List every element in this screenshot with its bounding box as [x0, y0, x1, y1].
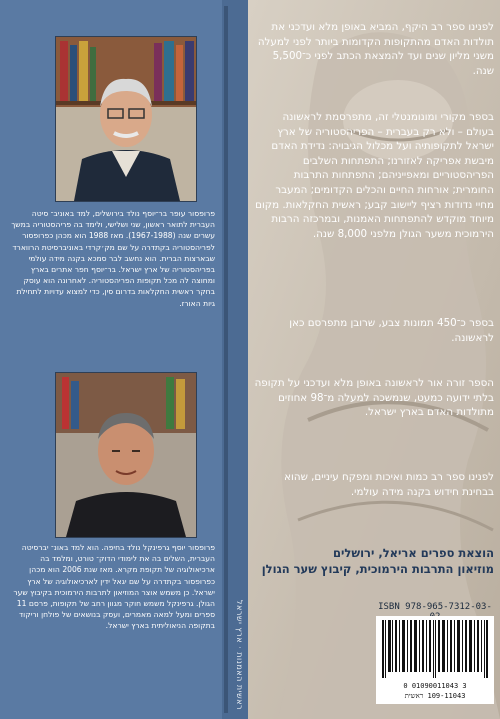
book-spine: [222, 0, 248, 719]
isbn-label: ISBN 978-965-7312-03-: [378, 602, 492, 612]
author-photo-1: [55, 36, 197, 202]
author-bio-1: פרופסור עופר בר־יוסף נולד בירושלים, למד באוניב־ סיטה העברית לתואר ראשון, שני ושלישי, ולימד בה פריהסטוריה במשך עשרים שנה (1967-1988). מאז 1988 הוא מכהן כפרופסור לפריהסטוריה בקתדרה על שם מק׳קרדי באוניברסיטת הרווארד שבארצות הברית. הוא נחשב לבר סמכא בקנה מידה עולמי בפריהסטוריה של ארץ ישראל. בר־יוסף חפר אתרים בארץ ומחוצה לה מכל תקופות הפריהסטוריה. לאחרונה הוא עוסק בחקר ראשית החקלאות בדרום סין, כדי למצוא עדויות לתחילת גיות האורז.: [11, 209, 215, 308]
left-flap: [0, 0, 222, 719]
back-paragraph-2: בספר מקורי ומונומנטלי זה, מתפרסמת לראשונה בעולם – ולא רק בעברית – הפריהסטוריה של ארץ ישראל לתקופותיה ועל מכלול הגיבויה: נדידת האדם מיבשת אפריקה לאזורנו; התפתחות השלבים הפריהסטוריים ומאפייניהם; התפתחות התרבות החומרית; אורחות החיים והכלים הקדומים; המעבר מחיי נדודות רציף ליישוב קבע; ראשית החקלאות. מקום מיוחד מוקדש להתפתחות האמנות, ובמרכזה הרבות הירמוכית משער הגולן מלפני 8,000 שנה.: [255, 111, 494, 240]
author-bio-2: פרופסור יוסף גרפינקל נולד בחיפה. הוא למד באונ־ יברסיטה העברית, השלים בה את לימודי הדוק־ טורט, ומלמד בה ארכיאולוגיה של תקופת מקרא. מאז שנת 2006 הוא מכהן כפרופסור בקתדרה על שם יגאל ידין לארכיאולוגיה של ארץ ישראל. כן משמש אוצר המוזיאון לתרבות הירמוכית בקיבוץ שער הגולן. גרפינקל משמש חוקר מגוון רחב של תקופות, פרסם 11 ספרים ומעל למאה מאמרים, ועסק בנושאים של פולחן וריקוד בתקופה הניאוליתית בארץ ישראל.: [13, 543, 215, 631]
back-paragraph-5: לפנינו ספר רב כמות ואיכות ומפקח עיניים, שהוא בבחינת חידוש בקנה מידה עולמי.: [284, 471, 494, 498]
publisher-line-1: הוצאת ספרים אריאל, ירושלים: [333, 546, 494, 560]
barcode-number: 0 01090011043 3: [403, 682, 467, 690]
back-paragraph-4: הספר זורה אור לראשונה באופן מלא ועדכני על תקופה בלתי ידועה כמעט, שנמשכה למעלה מ־98 אחוזים מתולדות האדם בארץ ישראל.: [254, 377, 494, 419]
publisher-line-2: מוזיאון התרבות הירמוכית, קיבוץ שער הגולן: [261, 562, 494, 576]
barcode-bars: [382, 620, 488, 678]
author-photo-2: [55, 372, 197, 538]
back-cover: [248, 0, 500, 719]
barcode: [376, 616, 494, 704]
spine-title: ראשית האמנות · ארץ ישראל: [235, 600, 244, 710]
barcode-catalog-number: 109-11043 ראשית: [404, 692, 466, 700]
publisher-block: [254, 545, 494, 577]
back-paragraph-3: בספר כ־450 תמונות צבע, שרובן מתפרסם כאן לראשונה.: [289, 317, 494, 344]
back-paragraph-1: לפנינו ספר רב היקף, המביא באופן מלא ועדכני את תולדות האדם מהתקופות הקדומות ביותר לפני למעלה משני מליון שנים ועד להמצאת הכתב לפני כ־5,500 שנה.: [257, 21, 494, 77]
